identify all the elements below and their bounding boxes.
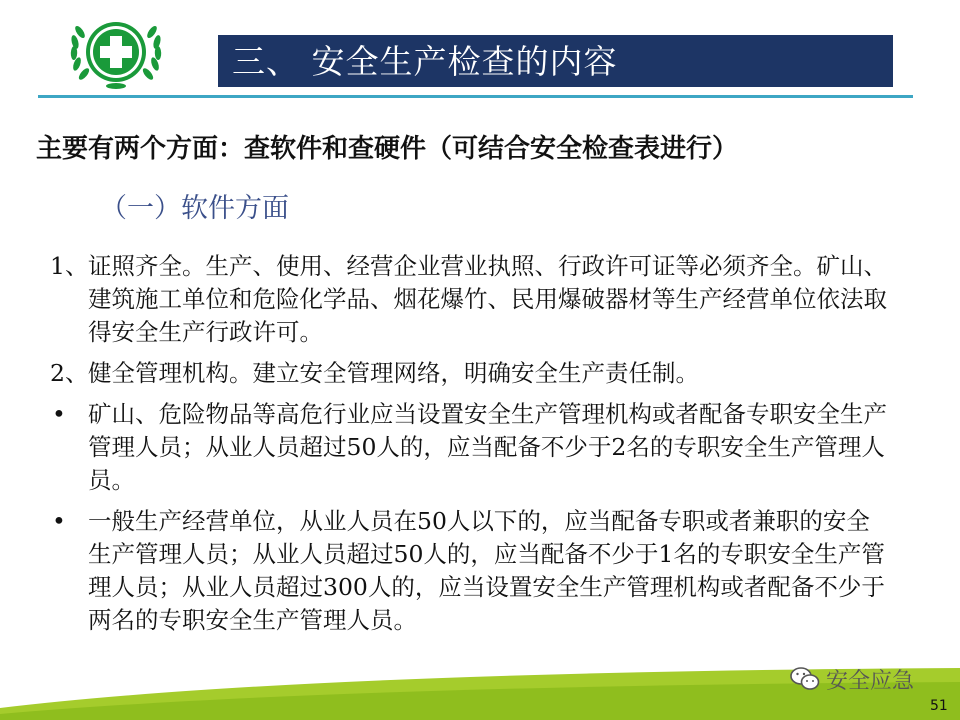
page-number: 51 [930, 698, 948, 714]
wechat-icon [790, 666, 820, 692]
slide-subtitle: 主要有两个方面：查软件和查硬件（可结合安全检查表进行） [36, 134, 739, 164]
list-item [50, 250, 890, 349]
watermark [790, 664, 914, 694]
item-text: 一般生产经营单位，从业人员在50人以下的，应当配备专职或者兼职的安全生产管理人员；从业人员超过50人的，应当配备不少于1名的专职安全生产管理人员；从业人员超过300人的，应当设置安全生产管理机构或者配备不少于两名的专职安全生产管理人员。 [88, 507, 885, 634]
item-number: 1、 [50, 252, 89, 280]
header-divider [38, 95, 913, 98]
bullet: • [52, 507, 66, 535]
content-list [50, 250, 890, 645]
item-text: 证照齐全。生产、使用、经营企业营业执照、行政许可证等必须齐全。矿山、建筑施工单位和危险化学品、烟花爆竹、民用爆破器材等生产经营单位依法取得安全生产行政许可。 [88, 252, 887, 346]
list-item [50, 357, 890, 390]
watermark-text: 安全应急 [826, 668, 915, 694]
item-text: 健全管理机构。建立安全管理网络，明确安全生产责任制。 [88, 359, 699, 387]
safety-cross-logo [62, 12, 170, 92]
item-text: 矿山、危险物品等高危行业应当设置安全生产管理机构或者配备专职安全生产管理人员；从业人员超过50人的，应当配备不少于2名的专职安全生产管理人员。 [88, 400, 887, 494]
item-number: 2、 [50, 359, 89, 387]
section-heading: （一）软件方面 [100, 193, 289, 224]
list-item [50, 505, 890, 637]
bullet: • [52, 400, 66, 428]
list-item [50, 398, 890, 497]
slide-title: 三、 安全生产检查的内容 [232, 42, 618, 81]
